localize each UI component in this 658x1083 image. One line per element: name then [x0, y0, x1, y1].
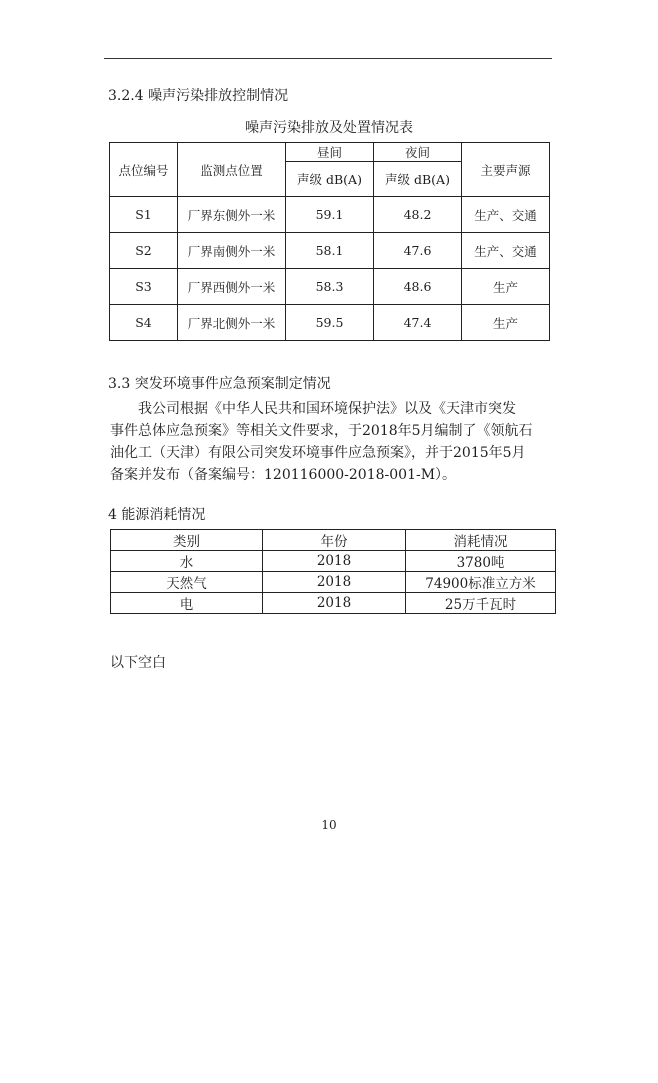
- cell-category: 电: [111, 593, 263, 614]
- table-row: [110, 269, 550, 305]
- cell-consumption: 74900标准立方米: [406, 572, 556, 593]
- cell-night: 48.2: [374, 197, 462, 233]
- paragraph-line: 备案并发布（备案编号：120116000-2018-001-M）。: [110, 467, 457, 483]
- cell-day: 59.5: [286, 305, 374, 341]
- cell-location: 厂界南侧外一米: [178, 233, 286, 269]
- cell-day: 58.3: [286, 269, 374, 305]
- table-row: [111, 572, 556, 593]
- header-night: 夜间: [374, 143, 462, 162]
- cell-source: 生产: [462, 269, 550, 305]
- section-3-3-heading: 3.3 突发环境事件应急预案制定情况: [108, 376, 331, 392]
- header-rule: [104, 58, 552, 59]
- cell-source: 生产、交通: [462, 197, 550, 233]
- header-source: 主要声源: [462, 143, 550, 197]
- section-3-3-paragraph: [110, 398, 560, 486]
- cell-point-id: S3: [110, 269, 178, 305]
- cell-consumption: 3780吨: [406, 551, 556, 572]
- cell-night: 47.4: [374, 305, 462, 341]
- noise-table-caption: 噪声污染排放及处置情况表: [245, 120, 413, 136]
- header-category: 类别: [111, 530, 263, 551]
- paragraph-line: 油化工（天津）有限公司突发环境事件应急预案》，并于2015年5月: [110, 445, 526, 461]
- cell-day: 58.1: [286, 233, 374, 269]
- cell-location: 厂界北侧外一米: [178, 305, 286, 341]
- page-number: 10: [321, 818, 337, 832]
- cell-source: 生产、交通: [462, 233, 550, 269]
- table-row: [110, 305, 550, 341]
- cell-category: 水: [111, 551, 263, 572]
- header-location: 监测点位置: [178, 143, 286, 197]
- header-night-unit: 声级 dB(A): [374, 162, 462, 197]
- section-3-2-4-heading: 3.2.4 噪声污染排放控制情况: [108, 88, 289, 104]
- header-consumption: 消耗情况: [406, 530, 556, 551]
- paragraph-line: 我公司根据《中华人民共和国环境保护法》以及《天津市突发: [138, 401, 516, 417]
- energy-table: [110, 529, 556, 614]
- section-4-heading: 4 能源消耗情况: [108, 507, 206, 523]
- paragraph-line: 事件总体应急预案》等相关文件要求，于2018年5月编制了《领航石: [110, 423, 533, 439]
- header-day-unit: 声级 dB(A): [286, 162, 374, 197]
- cell-year: 2018: [263, 593, 406, 614]
- table-row: [110, 233, 550, 269]
- cell-day: 59.1: [286, 197, 374, 233]
- table-row: [110, 197, 550, 233]
- noise-table-header-row: [110, 143, 550, 162]
- cell-year: 2018: [263, 551, 406, 572]
- cell-point-id: S2: [110, 233, 178, 269]
- table-row: [111, 593, 556, 614]
- cell-category: 天然气: [111, 572, 263, 593]
- cell-source: 生产: [462, 305, 550, 341]
- cell-year: 2018: [263, 572, 406, 593]
- cell-consumption: 25万千瓦时: [406, 593, 556, 614]
- header-day: 昼间: [286, 143, 374, 162]
- noise-table: [109, 142, 550, 341]
- cell-point-id: S4: [110, 305, 178, 341]
- cell-location: 厂界东侧外一米: [178, 197, 286, 233]
- cell-night: 47.6: [374, 233, 462, 269]
- closing-note: 以下空白: [110, 655, 166, 671]
- cell-night: 48.6: [374, 269, 462, 305]
- header-year: 年份: [263, 530, 406, 551]
- energy-table-header-row: [111, 530, 556, 551]
- cell-location: 厂界西侧外一米: [178, 269, 286, 305]
- table-row: [111, 551, 556, 572]
- cell-point-id: S1: [110, 197, 178, 233]
- header-point-id: 点位编号: [110, 143, 178, 197]
